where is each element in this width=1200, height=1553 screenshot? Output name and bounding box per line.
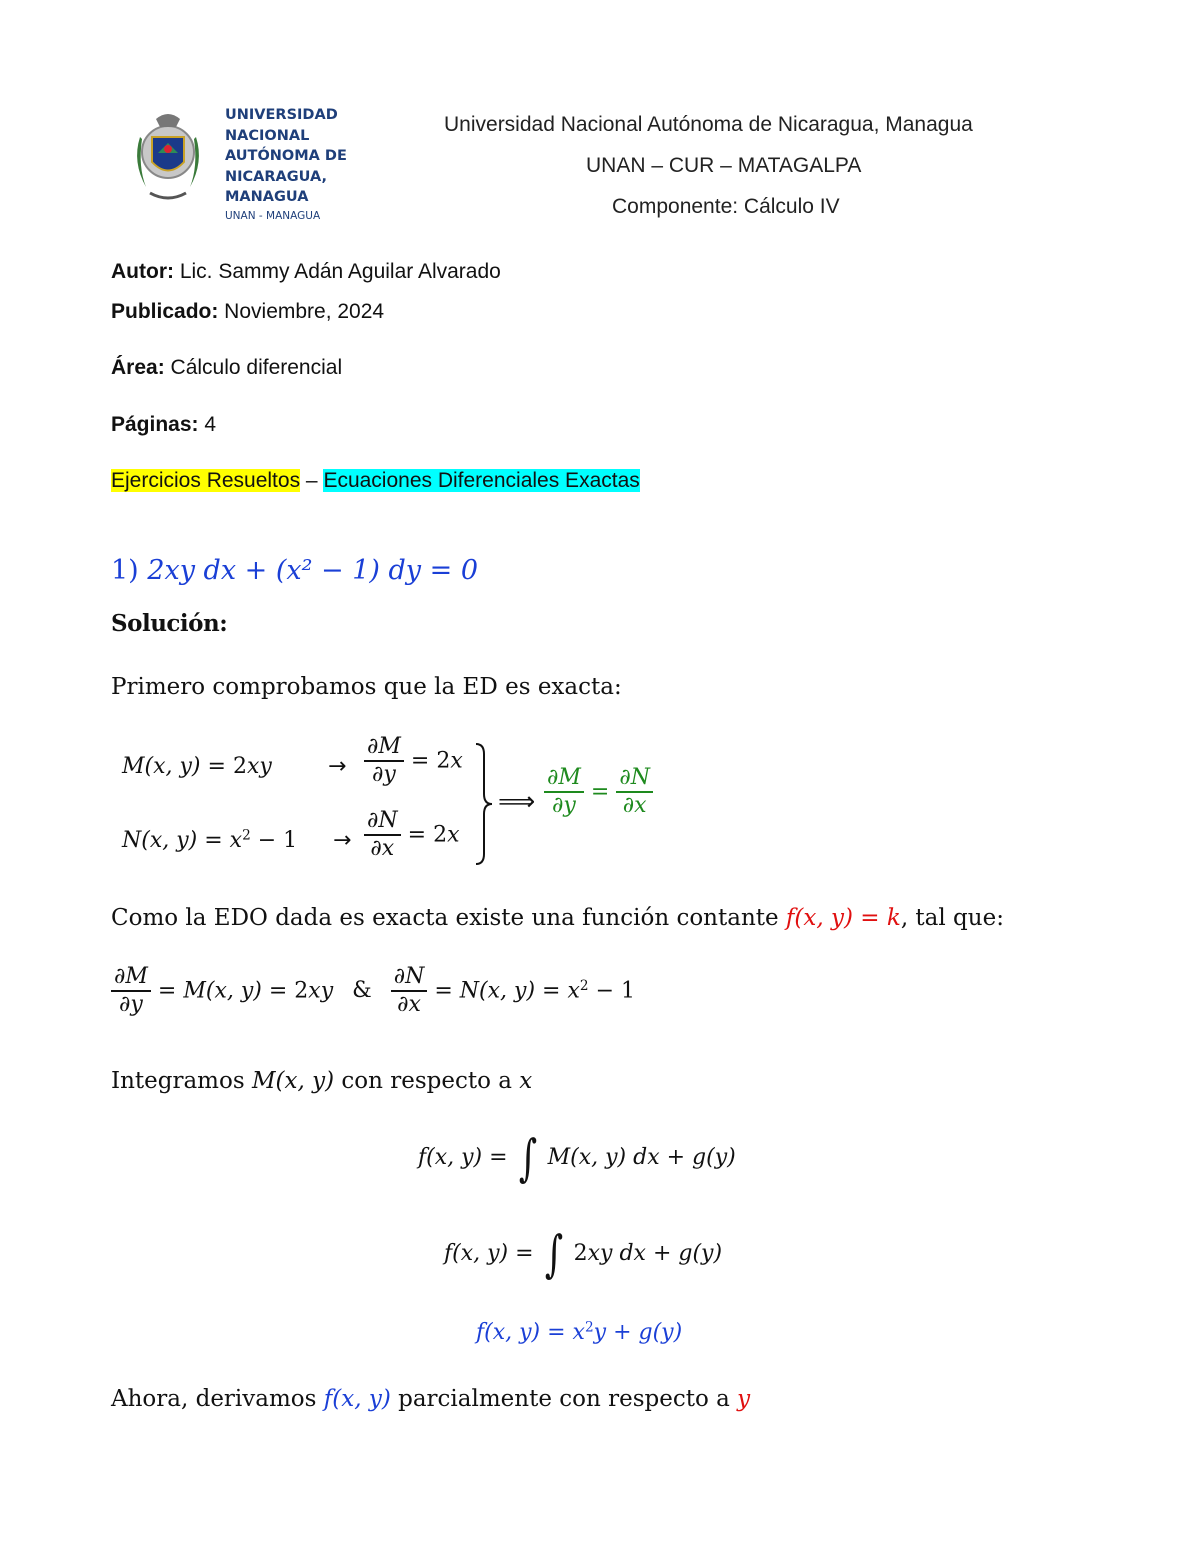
- area-line: [111, 356, 342, 380]
- derive-text-line: Ahora, derivamos f(x, y) parcialmente con respecto a y: [111, 1386, 751, 1412]
- published-line: [111, 300, 384, 324]
- derive-text-before: Ahora, derivamos: [111, 1386, 317, 1412]
- logo-line-3: AUTÓNOMA DE: [225, 148, 347, 164]
- partials-equations: $\frac{\partial M}{\partial y}$ = M(x, y) = 2xy & $\frac{\partial N}{\partial x}$ = N(x, $y) = x^2 - 1$: [111, 964, 635, 1019]
- logo-line-4: NICARAGUA,: [225, 168, 328, 185]
- area-value: Cálculo diferencial: [164, 356, 343, 379]
- exact-text-after: , tal que:: [900, 905, 1004, 931]
- topic-part-2: Ecuaciones Diferenciales Exactas: [323, 469, 640, 492]
- header-university: Universidad Nacional Autónoma de Nicaragua, Managua: [444, 113, 973, 136]
- integrate-text: Integramos: [111, 1068, 245, 1094]
- logo-line-5: MANAGUA: [225, 189, 309, 205]
- exact-text-before: Como la EDO dada es exacta existe una función contante: [111, 905, 779, 931]
- university-seal-icon: [128, 107, 208, 207]
- dm-dy-line: $\frac{\partial M}{\partial y}$ = 2x: [364, 734, 463, 789]
- author-value: Lic. Sammy Adán Aguilar Alvarado: [173, 260, 501, 283]
- logo-line-6: UNAN - MANAGUA: [225, 209, 321, 222]
- exact-text-line: [111, 905, 1004, 931]
- implies-arrow: ⟹: [498, 787, 536, 817]
- exercise-1-title: [111, 555, 478, 586]
- m-definition: M(x, y) = 2xy: [122, 754, 272, 779]
- exercise-equation: 2xy dx + (x² − 1) dy = 0: [147, 555, 479, 586]
- dn-dx-line: $\frac{\partial N}{\partial x}$ = 2x: [364, 808, 460, 863]
- pages-value: 4: [198, 413, 217, 436]
- pages-label: Páginas:: [111, 413, 199, 436]
- published-value: Noviembre, 2024: [218, 300, 385, 323]
- result-f: f(x, $y) = x^2y + g(y)$: [476, 1319, 683, 1345]
- topic-sep: –: [300, 469, 324, 492]
- right-brace: [474, 742, 494, 867]
- derive-text-after: parcialmente con respecto a: [398, 1386, 730, 1412]
- header-campus: UNAN – CUR – MATAGALPA: [586, 154, 862, 177]
- header-component: Componente: Cálculo IV: [612, 195, 840, 218]
- author-line: [111, 260, 501, 284]
- exactness-condition: $\frac{\partial M}{\partial y}$ = $\frac{\partial N}{\partial x}$: [544, 765, 653, 820]
- logo-line-1: UNIVERSIDAD: [225, 107, 338, 123]
- check-text: Primero comprobamos que la ED es exacta:: [111, 674, 622, 700]
- author-label: Autor:: [111, 260, 174, 283]
- logo-line-2: NACIONAL: [225, 127, 310, 144]
- solution-label: Solución:: [111, 610, 228, 637]
- n-definition: N(x, $y) = x^2 - 1$: [122, 827, 298, 853]
- integrate-mid: con respecto a: [341, 1068, 512, 1094]
- arrow-2: →: [333, 828, 352, 853]
- integral-eq-2: f(x, y) = ∫ 2xy dx + g(y): [444, 1225, 723, 1283]
- area-label: Área:: [111, 356, 165, 379]
- topic-part-1: Ejercicios Resueltos: [111, 469, 301, 492]
- arrow-1: →: [328, 754, 347, 779]
- exercise-number: 1): [111, 555, 139, 586]
- integral-eq-1: f(x, y) = ∫ M(x, y) dx + g(y): [418, 1129, 736, 1187]
- exact-function: f(x, y) = k: [785, 905, 901, 931]
- published-label: Publicado:: [111, 300, 219, 323]
- university-logo: [128, 105, 358, 230]
- integrate-text-line: Integramos M(x, y) con respecto a x: [111, 1068, 533, 1094]
- topic-line: [111, 469, 640, 493]
- pages-line: [111, 413, 216, 437]
